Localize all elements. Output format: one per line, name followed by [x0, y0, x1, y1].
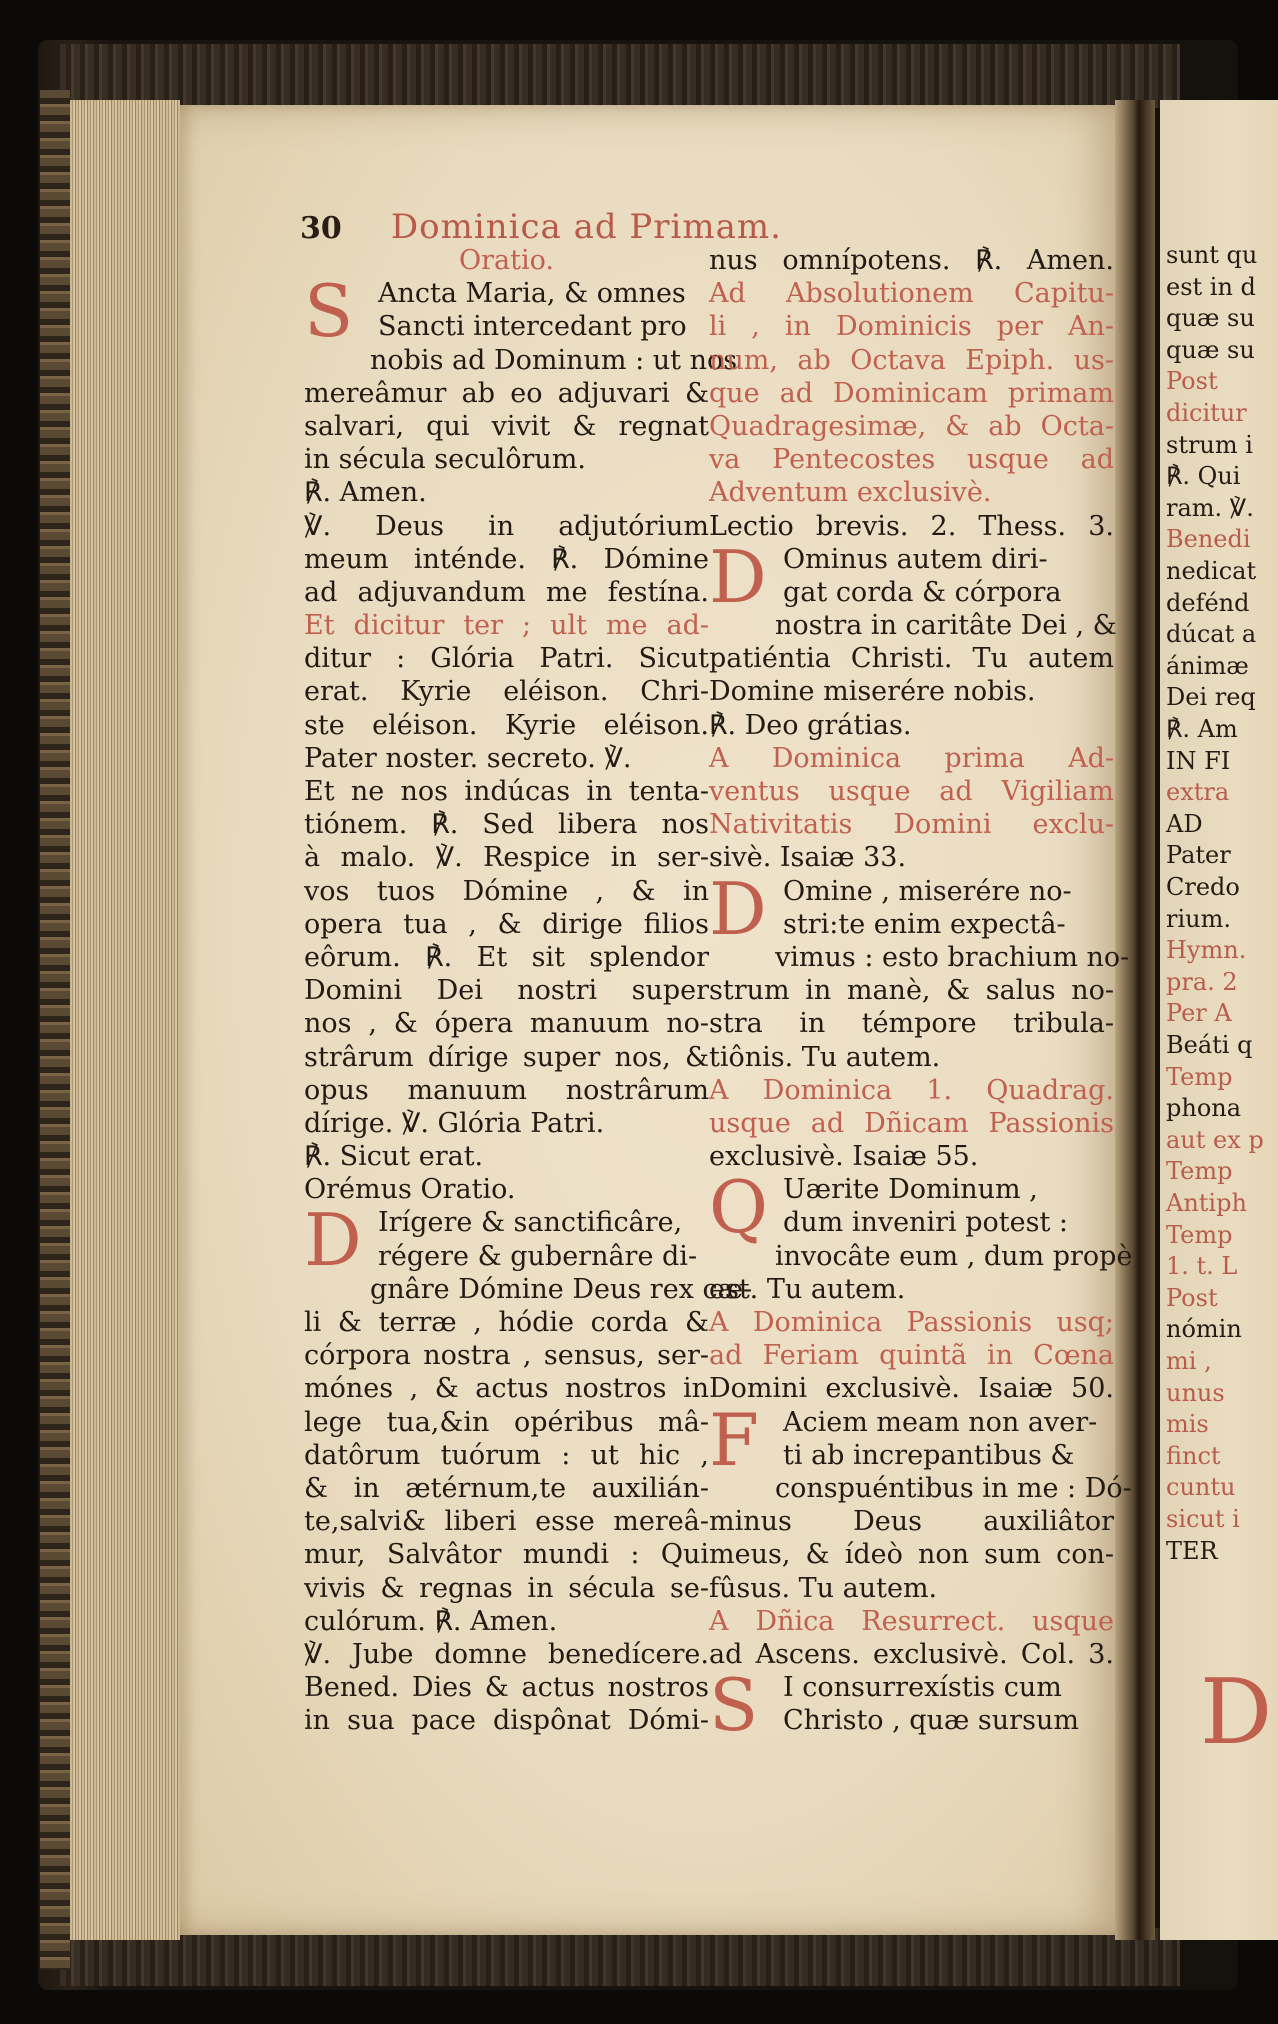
text-line: Et ne nos indúcas in tenta-: [304, 776, 709, 807]
cover-top-edge: [60, 44, 1180, 108]
text-line: mereâmur ab eo adjuvari &: [304, 377, 709, 409]
facing-text-fragment: IN FI: [1166, 746, 1231, 775]
facing-text-fragment: Per A: [1166, 999, 1232, 1028]
facing-text-fragment: mis: [1166, 1410, 1209, 1439]
text-line: Orémus Oratio.: [304, 1174, 516, 1206]
facing-text-fragment: Post: [1166, 367, 1218, 396]
text-line: stri:te enim expectâ-: [783, 908, 1066, 940]
text-line: erat. Kyrie eléison. Chri-: [304, 676, 709, 708]
text-line: invocâte eum , dum propè: [775, 1240, 1133, 1272]
text-line: Domini Dei nostri super: [304, 975, 709, 1007]
text-line: ad Feriam quintã in Cœna: [709, 1340, 1114, 1372]
drop-cap: D: [304, 1198, 362, 1283]
text-line: Uærite Dominum ,: [783, 1174, 1038, 1206]
text-line: usque ad Dñicam Passionis: [709, 1107, 1114, 1139]
drop-cap: S: [709, 1663, 759, 1748]
text-line: minus Deus auxiliâtor: [709, 1506, 1114, 1538]
facing-text-fragment: Pater: [1166, 841, 1231, 870]
facing-text-fragment: finct: [1166, 1441, 1221, 1470]
page-gutter: [1115, 100, 1155, 1940]
text-line: eôrum. ℟. Et sit splendor: [304, 941, 709, 973]
page-fore-edges: [70, 100, 180, 1940]
facing-text-fragment: Antiph: [1166, 1189, 1247, 1217]
text-line: ℟. Sicut erat.: [304, 1141, 484, 1173]
running-title: Dominica ad Primam.: [390, 207, 782, 247]
text-line: ventus usque ad Vigiliam: [709, 776, 1114, 807]
text-line: A Dñica Resurrect. usque: [709, 1605, 1114, 1637]
text-line: Aciem meam non aver-: [783, 1406, 1098, 1438]
text-line: Ad Absolutionem Capitu-: [709, 278, 1114, 310]
facing-text-fragment: extra: [1166, 778, 1230, 807]
facing-text-fragment: Hymn.: [1166, 936, 1247, 965]
text-line: li & terræ , hódie corda &: [304, 1307, 709, 1338]
text-line: Ominus autem diri-: [783, 543, 1048, 575]
facing-text-fragment: dicitur: [1166, 399, 1247, 427]
facing-text-fragment: Temp: [1166, 1220, 1233, 1249]
text-line: Sancti intercedant pro: [378, 311, 687, 343]
text-line: exclusivè. Isaiæ 55.: [709, 1141, 979, 1173]
text-line: nos , & ópera manuum no-: [304, 1008, 709, 1040]
gilt-spine-tooling: [40, 90, 70, 1970]
text-line: gat corda & córpora: [783, 576, 1062, 608]
facing-text-fragment: nómin: [1166, 1315, 1242, 1344]
text-line: A Dominica prima Ad-: [709, 742, 1114, 774]
text-line: nobis ad Dominum : ut nos: [370, 344, 738, 376]
text-line: te,salvi& liberi esse mereâ-: [304, 1506, 709, 1538]
text-line: tiónem. ℟. Sed libera nos: [304, 809, 709, 841]
text-line: meus, & ídeò non sum con-: [709, 1539, 1114, 1571]
text-line: que ad Dominicam primam: [709, 377, 1114, 409]
facing-text-fragment: quæ su: [1166, 304, 1255, 333]
text-line: ti ab increpantibus &: [783, 1439, 1075, 1471]
facing-text-fragment: Temp: [1166, 1157, 1233, 1186]
facing-text-fragment: ℟. Qui: [1166, 462, 1241, 491]
drop-cap: Q: [709, 1165, 769, 1250]
facing-text-fragment: ánimæ: [1166, 651, 1249, 680]
text-line: culórum. ℟. Amen.: [304, 1605, 558, 1637]
page-number: 30: [300, 211, 342, 246]
text-line: Lectio brevis. 2. Thess. 3.: [709, 510, 1114, 542]
text-line: vimus : esto brachium no-: [775, 941, 1130, 973]
text-line: sivè. Isaiæ 33.: [709, 842, 907, 874]
facing-text-fragment: cuntu: [1166, 1473, 1236, 1502]
text-line: ditur : Glória Patri. Sicut: [304, 643, 709, 675]
facing-text-fragment: aut ex p: [1166, 1125, 1264, 1154]
facing-text-fragment: est in d: [1166, 272, 1256, 301]
facing-text-fragment: AD: [1166, 809, 1203, 838]
facing-text-fragment: defénd: [1166, 588, 1250, 617]
text-line: A Dominica 1. Quadrag.: [709, 1074, 1114, 1106]
text-line: dírige. ℣. Glória Patri.: [304, 1107, 605, 1139]
facing-text-fragment: TER: [1166, 1536, 1218, 1565]
facing-text-fragment: Temp: [1166, 1062, 1233, 1091]
text-line: strârum dírige super nos, &: [304, 1041, 709, 1073]
text-line: ℣. Jube domne benedícere.: [304, 1638, 709, 1670]
facing-text-fragment: quæ su: [1166, 335, 1255, 364]
text-line: patiéntia Christi. Tu autem: [709, 643, 1114, 675]
text-line: Domine miserére nobis.: [709, 676, 1036, 708]
facing-text-fragment: sicut i: [1166, 1505, 1240, 1533]
drop-cap: S: [304, 269, 354, 354]
text-line: Omine , miserére no-: [783, 875, 1072, 907]
text-line: in sua pace dispônat Dómi-: [304, 1705, 709, 1737]
text-line: vos tuos Dómine , & in: [304, 875, 709, 907]
right-text-column: [709, 244, 1133, 1748]
text-line: fûsus. Tu autem.: [709, 1572, 938, 1604]
facing-text-fragment: phona: [1166, 1094, 1242, 1123]
text-line: mur, Salvâtor mundi : Qui: [304, 1539, 709, 1571]
text-line: nus omnípotens. ℟. Amen.: [709, 245, 1114, 276]
text-line: conspuéntibus in me : Dó-: [775, 1472, 1132, 1504]
text-line: ℟. Amen.: [304, 477, 427, 509]
text-line: meum inténde. ℟. Dómine: [304, 543, 709, 575]
text-line: opera tua , & dirige filios: [304, 908, 709, 940]
drop-cap: D: [709, 534, 767, 619]
facing-text-fragment: unus: [1166, 1378, 1225, 1407]
cover-bottom-edge: [60, 1928, 1180, 1986]
text-line: Domini exclusivè. Isaiæ 50.: [709, 1373, 1114, 1405]
facing-text-fragment: sunt qu: [1166, 241, 1258, 269]
text-line: ℣. Deus in adjutórium: [304, 510, 709, 542]
facing-text-fragment: Post: [1166, 1283, 1218, 1312]
text-line: est. Tu autem.: [709, 1273, 906, 1305]
text-line: salvari, qui vivit & regnat: [304, 410, 709, 442]
text-line: stra in témpore tribula-: [709, 1008, 1114, 1040]
text-line: ad Ascens. exclusivè. Col. 3.: [709, 1638, 1114, 1670]
text-line: Adventum exclusivè.: [709, 477, 992, 509]
facing-text-fragment: nedicat: [1166, 557, 1257, 585]
text-line: Christo , quæ sursum: [783, 1705, 1079, 1737]
text-line: & in ætérnum,te auxilián-: [304, 1472, 709, 1504]
text-line: nostra in caritâte Dei , &: [775, 610, 1117, 642]
drop-cap: D: [709, 866, 767, 951]
text-line: córpora nostra , sensus, ser-: [304, 1340, 709, 1372]
drop-cap: F: [709, 1397, 759, 1482]
left-text-column: [304, 244, 753, 1737]
text-line: Et dicitur ter ; ult me ad-: [304, 610, 709, 642]
text-line: ad adjuvandum me festína.: [304, 576, 709, 608]
facing-text-fragment: Beáti q: [1166, 1031, 1253, 1059]
facing-text-fragment: mi ,: [1166, 1347, 1212, 1375]
text-line: Pater noster. secreto. ℣.: [304, 742, 632, 774]
facing-text-fragment: ℟. Am: [1166, 715, 1238, 743]
text-line: Bened. Dies & actus nostros: [304, 1672, 709, 1704]
facing-text-fragment: Benedi: [1166, 525, 1251, 554]
text-line: Ancta Maria, & omnes: [378, 278, 686, 310]
text-line: lege tua,&in opéribus mâ-: [304, 1406, 709, 1438]
text-line: ste eléison. Kyrie eléison.: [304, 709, 709, 741]
running-head: [300, 207, 782, 247]
text-line: strum in manè, & salus no-: [709, 975, 1114, 1007]
text-line: régere & gubernâre di-: [378, 1240, 698, 1272]
text-line: in sécula seculôrum.: [304, 444, 586, 476]
text-line: A Dominica Passionis usq;: [709, 1307, 1114, 1338]
text-line: ℟. Deo grátias.: [709, 709, 912, 741]
text-line: Irígere & sanctificâre,: [378, 1207, 683, 1239]
facing-page: [1160, 100, 1278, 1940]
facing-text-fragment: rium.: [1166, 904, 1231, 933]
text-line: Nativitatis Domini exclu-: [709, 809, 1114, 841]
text-line: tiônis. Tu autem.: [709, 1041, 941, 1073]
facing-text-fragment: dúcat a: [1166, 620, 1257, 649]
facing-text-fragment: Dei req: [1166, 683, 1256, 712]
text-line: Oratio.: [459, 245, 554, 276]
text-line: opus manuum nostrârum: [304, 1074, 709, 1106]
facing-drop-cap: D: [1200, 1660, 1273, 1765]
facing-text-fragment: Credo: [1166, 873, 1240, 901]
text-line: dum inveniri potest :: [783, 1207, 1069, 1239]
text-line: mónes , & actus nostros in: [304, 1373, 709, 1405]
facing-text-fragment: pra. 2: [1166, 967, 1238, 996]
text-line: Quadragesimæ, & ab Octa-: [709, 410, 1114, 442]
text-line: I consurrexístis cum: [783, 1672, 1062, 1704]
text-line: gnâre Dómine Deus rex cæ-: [370, 1273, 753, 1305]
text-line: vivis & regnas in sécula se-: [304, 1572, 709, 1604]
text-line: va Pentecostes usque ad: [709, 444, 1114, 476]
text-line: num, ab Octava Epiph. us-: [709, 344, 1114, 376]
facing-text-fragment: strum i: [1166, 430, 1253, 459]
text-line: datôrum tuórum : ut hic ,: [304, 1439, 709, 1471]
facing-text-fragment: ram. ℣.: [1166, 493, 1254, 522]
text-line: à malo. ℣. Respice in ser-: [304, 842, 709, 874]
facing-text-fragment: 1. t. L: [1166, 1252, 1238, 1281]
text-line: li , in Dominicis per An-: [709, 311, 1114, 343]
